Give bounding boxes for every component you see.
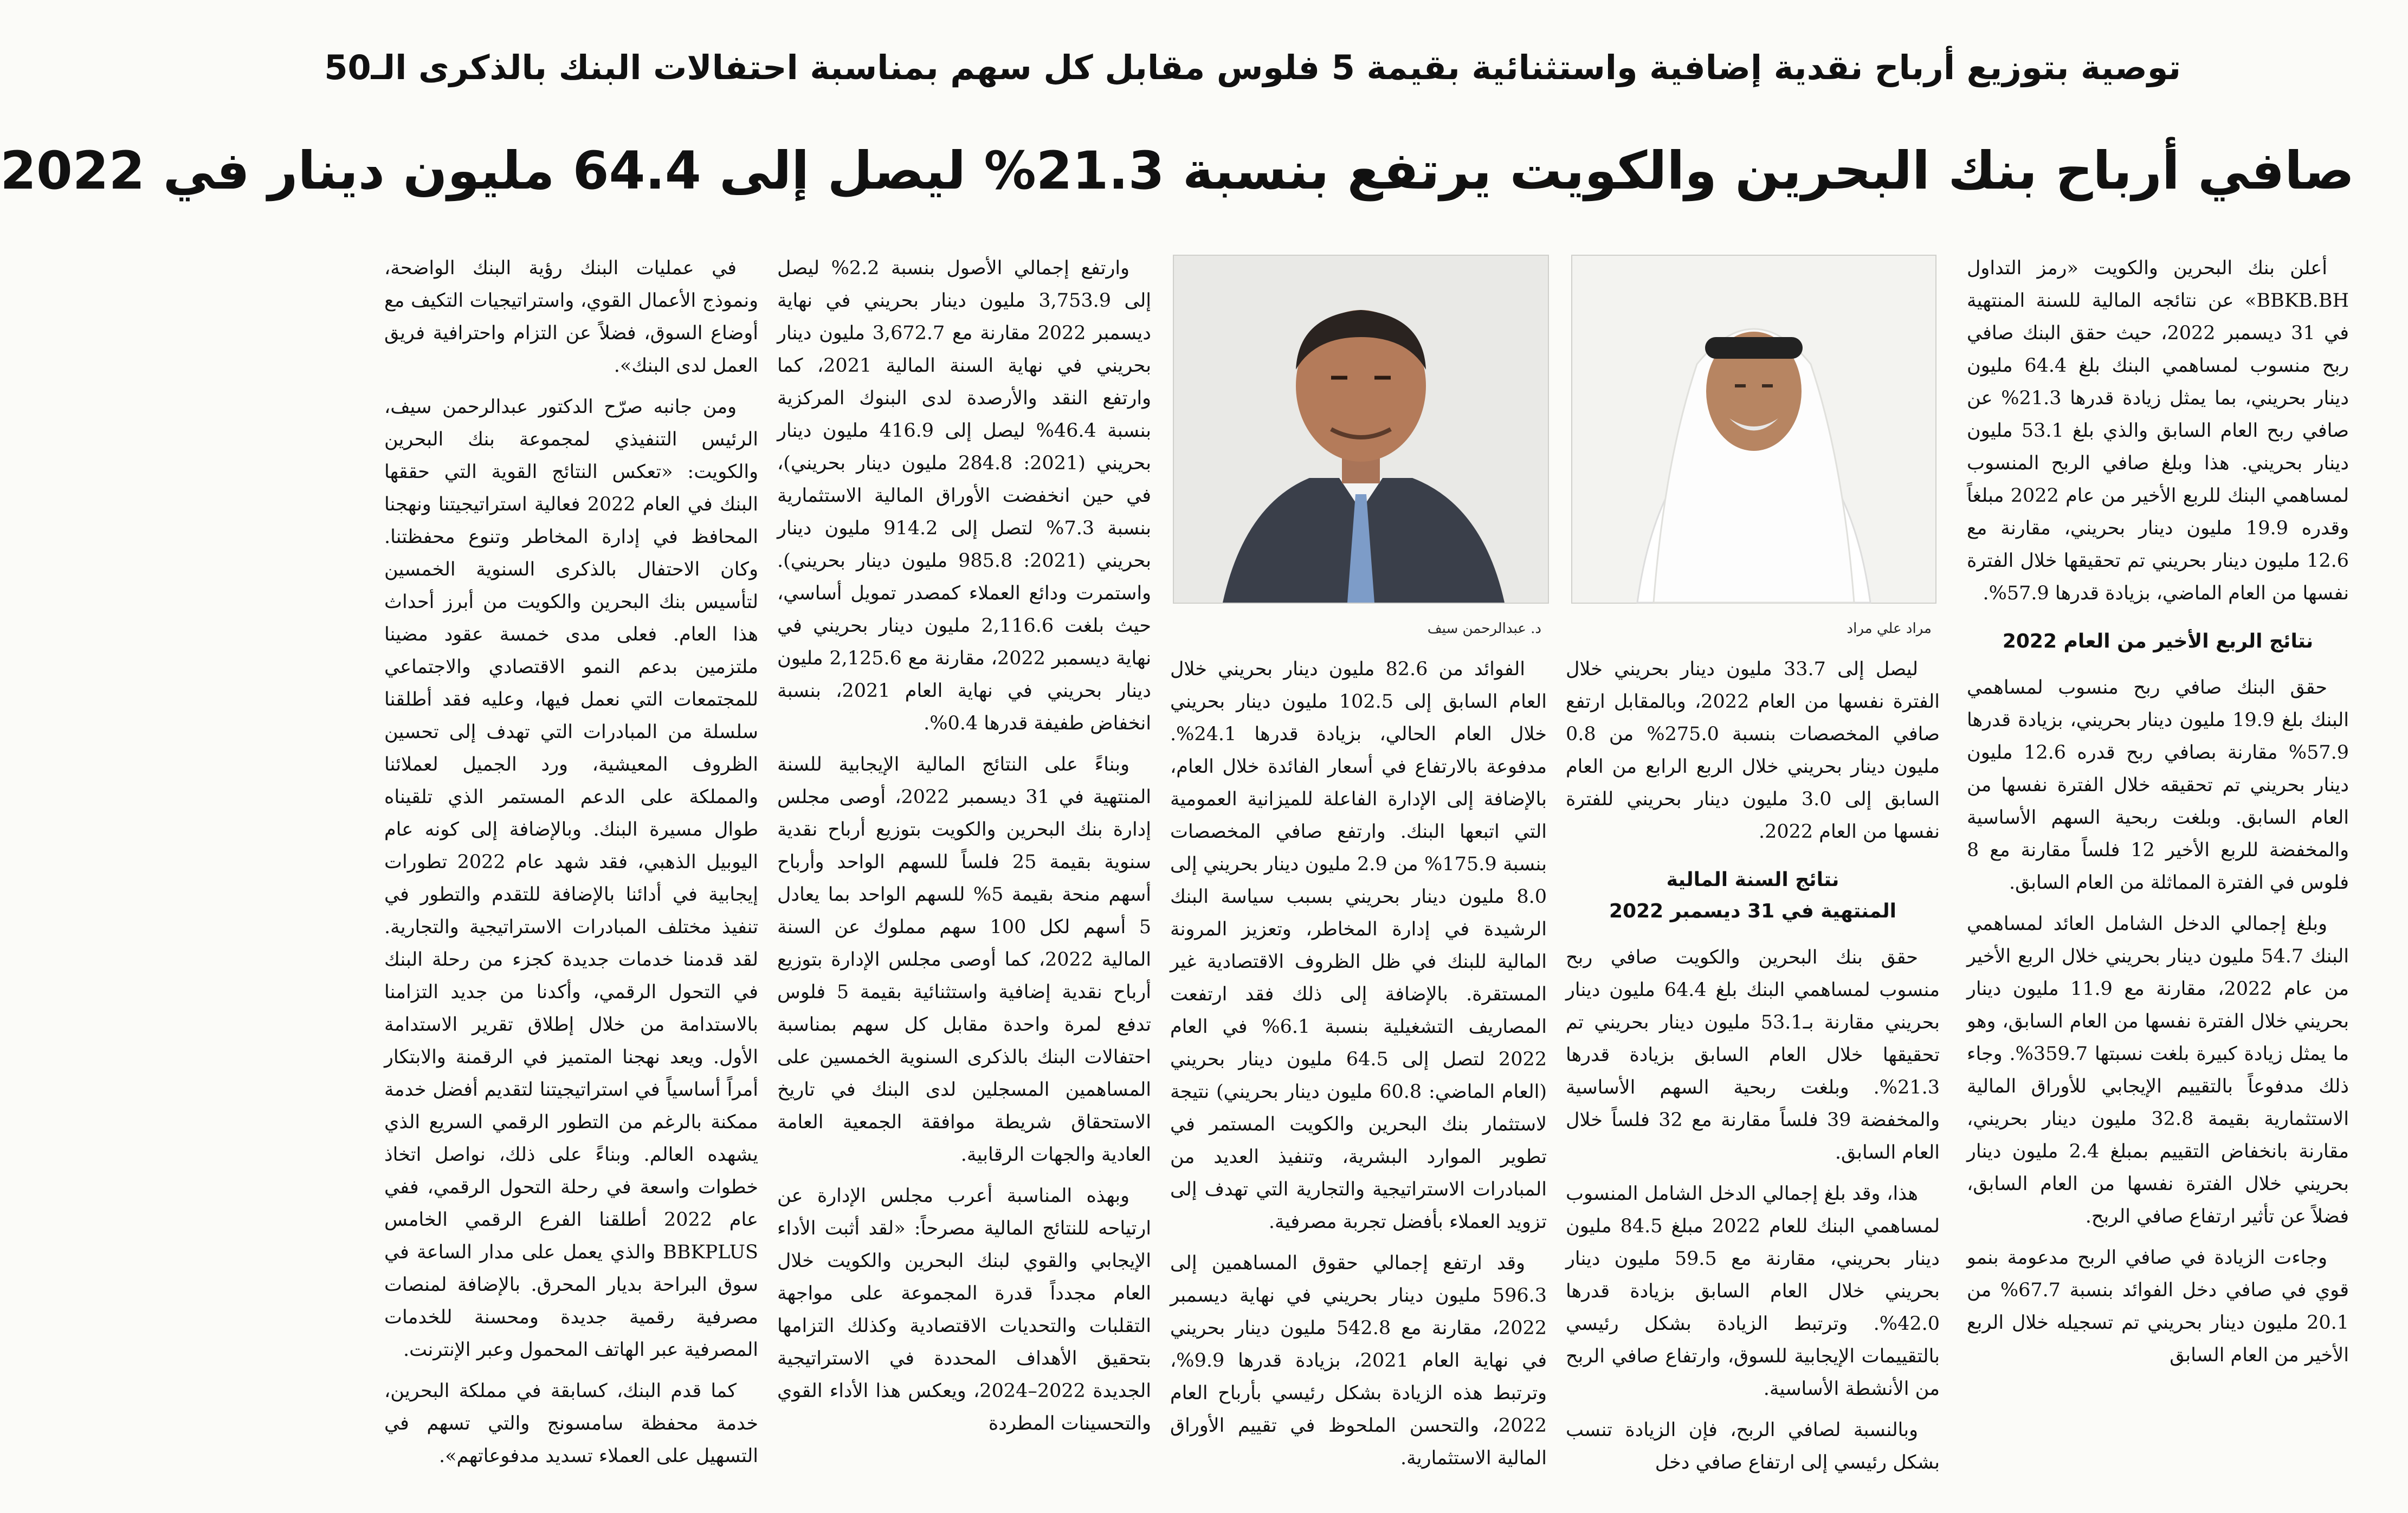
column-2-paragraph-3: هذا، وقد بلغ إجمالي الدخل الشامل المنسوب لمساهمي البنك للعام 2022 مبلغ 84.5 مليون دينار بحريني، مقارنة مع 59.5 مليون دينار بحريني خلال العام السابق بزيادة قدرها 42.0%. وترتبط الزيادة بشكل رئيسي بالتقييمات الإيجابية للسوق، وارتفاع صافي الربح من الأنشطة الأساسية. (1566, 1183, 1940, 1400)
photo-murad-caption: مراد علي مراد (1847, 620, 1932, 637)
article-column-5 (384, 252, 758, 1498)
column-1-subheading: نتائج الربع الأخير من العام 2022 (2002, 630, 2314, 652)
column-2-paragraph-1: ليصل إلى 33.7 مليون دينار بحريني خلال الفترة نفسها من العام 2022، وبالمقابل ارتفع صافي المخصصات بنسبة 275.0% من 0.8 مليون دينار بحريني خلال الربع الرابع من العام السابق إلى 3.0 مليون دينار بحريني للفترة نفسها من العام 2022. (1566, 658, 1940, 843)
column-2-subheading (1566, 864, 1940, 927)
column-4-paragraph-2: وبناءً على النتائج المالية الإيجابية للسنة المنتهية في 31 ديسمبر 2022، أوصى مجلس إدارة بنك البحرين والكويت بتوزيع أرباح نقدية سنوية بقيمة 25 فلساً للسهم الواحد وأرباح أسهم منحة بقيمة 5% للسهم الواحد بما يعادل 5 أسهم لكل 100 سهم مملوك عن السنة المالية 2022، كما أوصى مجلس الإدارة بتوزيع أرباح نقدية إضافية واستثنائية بقيمة 5 فلوس تدفع لمرة واحدة مقابل كل سهم بمناسبة احتفالات البنك بالذكرى السنوية الخمسين على المساهمين المسجلين لدى البنك في تاريخ الاستحقاق شريطة موافقة الجمعية العامة العادية والجهات الرقابية. (777, 754, 1151, 1166)
column-1-paragraph-4: وجاءت الزيادة في صافي الربح مدعومة بنمو قوي في صافي دخل الفوائد بنسبة 67.7% من 20.1 مليون دينار بحريني تم تسجيله خلال الربع الأخير من العام السابق (1967, 1247, 2349, 1366)
column-2-subheading-line-1: نتائج السنة المالية (1666, 869, 1839, 891)
column-2-paragraph-2: حقق بنك البحرين والكويت صافي ربح منسوب لمساهمي البنك بلغ 64.4 مليون دينار بحريني مقارنة بـ53.1 مليون دينار بحريني تم تحقيقها خلال العام السابق بزيادة قدرها 21.3%. وبلغت ربحية السهم الأساسية والمخفضة 39 فلساً مقارنة مع 32 فلساً خلال العام السابق. (1566, 947, 1940, 1163)
photo-murad-ali-murad (1571, 255, 1936, 604)
column-5-paragraph-3: كما قدم البنك، كسابقة في مملكة البحرين، خدمة محفظة سامسونج والتي تسهم في التسهيل على العملاء تسديد مدفوعاتهم». (384, 1380, 758, 1467)
portrait-image (1174, 256, 1548, 603)
column-2-paragraph-4: وبالنسبة لصافي الربح، فإن الزيادة تنسب بشكل رئيسي إلى ارتفاع صافي دخل (1566, 1419, 1940, 1473)
column-3-paragraph-2: وقد ارتفع إجمالي حقوق المساهمين إلى 596.3 مليون دينار بحريني في نهاية ديسمبر 2022، مقارنة مع 542.8 مليون دينار بحريني في نهاية العام 2021، بزيادة قدرها 9.9%، وترتبط هذه الزيادة بشكل رئيسي بأرباح العام 2022، والتحسن الملحوظ في تقييم الأوراق المالية الاستثمارية. (1170, 1252, 1547, 1469)
photo-abdulrahman-saif (1173, 255, 1549, 604)
column-1-paragraph-3: وبلغ إجمالي الدخل الشامل العائد لمساهمي البنك 54.7 مليون دينار بحريني خلال الربع الأخير من عام 2022، مقارنة مع 11.9 مليون دينار بحريني خلال الفترة نفسها من العام السابق، وهو ما يمثل زيادة كبيرة بلغت نسبتها 359.7%. وجاء ذلك مدفوعاً بالتقييم الإيجابي للأوراق المالية الاستثمارية بقيمة 32.8 مليون دينار بحريني، مقارنة بانخفاض التقييم بمبلغ 2.4 مليون دينار بحريني خلال الفترة نفسها من العام السابق، فضلاً عن تأثير ارتفاع صافي الربح. (1967, 913, 2349, 1227)
column-5-paragraph-2: ومن جانبه صرّح الدكتور عبدالرحمن سيف، الرئيس التنفيذي لمجموعة بنك البحرين والكويت: «تعكس النتائج القوية التي حققها البنك في العام 2022 فعالية استراتيجيتنا ونهجنا المحافظ في إدارة المخاطر وتنوع محفظتنا. وكان الاحتفال بالذكرى السنوية الخمسين لتأسيس بنك البحرين والكويت من أبرز أحداث هذا العام. فعلى مدى خمسة عقود مضينا ملتزمين بدعم النمو الاقتصادي والاجتماعي للمجتمعات التي نعمل فيها، وعليه فقد أطلقنا سلسلة من المبادرات التي تهدف إلى تحسين الظروف المعيشية، ورد الجميل لعملائنا والمملكة على الدعم المستمر الذي تلقيناه طوال مسيرة البنك. وبالإضافة إلى كونه عام اليوبيل الذهبي، فقد شهد عام 2022 تطورات إيجابية في أدائنا بالإضافة للتقدم والتطور في تنفيذ مختلف المبادرات الاستراتيجية والتجارية. لقد قدمنا خدمات جديدة كجزء من رحلة البنك في التحول الرقمي، وأكدنا من جديد التزامنا بالاستدامة من خلال إطلاق تقرير الاستدامة الأول. ويعد نهجنا المتميز في الرقمنة والابتكار أمراً أساسياً في استراتيجيتنا لتقديم أفضل خدمة ممكنة بالرغم من التطور الرقمي السريع الذي يشهده العالم. وبناءً على ذلك، نواصل اتخاذ خطوات واسعة في رحلة التحول الرقمي، ففي عام 2022 أطلقنا الفرع الرقمي الخامس BBKPLUS والذي يعمل على مدار الساعة في سوق البراحة بديار المحرق. بالإضافة لمنصات مصرفية رقمية جديدة ومحسنة للخدمات المصرفية عبر الهاتف المحمول وعبر الإنترنت. (384, 396, 759, 1361)
kicker-headline: توصية بتوزيع أرباح نقدية إضافية واستثنائية بقيمة 5 فلوس مقابل كل سهم بمناسبة احتفالات البنك بالذكرى الـ50 (324, 48, 2181, 87)
column-1-paragraph-1: أعلن بنك البحرين والكويت «رمز التداول BBKB.BH» عن نتائجه المالية للسنة المنتهية في 31 ديسمبر 2022، حيث حقق البنك صافي ربح منسوب لمساهمي البنك بلغ 64.4 مليون دينار بحريني، بما يمثل زيادة قدرها 21.3% عن صافي ربح العام السابق والذي بلغ 53.1 مليون دينار بحريني. هذا وبلغ صافي الربح المنسوب لمساهمي البنك للربع الأخير من عام 2022 مبلغاً وقدره 19.9 مليون دينار بحريني، مقارنة مع 12.6 مليون دينار بحريني تم تحقيقها خلال الفترة نفسها من العام الماضي، بزيادة قدرها 57.9%. (1967, 257, 2349, 604)
main-headline: صافي أرباح بنك البحرين والكويت يرتفع بنسبة 21.3% ليصل إلى 64.4 مليون دينار في 2022 (0, 140, 2354, 201)
article-column-2 (1566, 653, 1940, 1498)
column-3-paragraph-1: الفوائد من 82.6 مليون دينار بحريني خلال العام السابق إلى 102.5 مليون دينار بحريني خلال العام الحالي، بزيادة قدرها 24.1%. مدفوعة بالارتفاع في أسعار الفائدة خلال العام، بالإضافة إلى الإدارة الفاعلة للميزانية العمومية التي اتبعها البنك. وارتفع صافي المخصصات بنسبة 175.9% من 2.9 مليون دينار بحريني إلى 8.0 مليون دينار بحريني بسبب سياسة البنك الرشيدة في إدارة المخاطر، وتعزيز المرونة المالية للبنك في ظل الظروف الاقتصادية غير المستقرة. بالإضافة إلى ذلك فقد ارتفعت المصاريف التشغيلية بنسبة 6.1% في العام 2022 لتصل إلى 64.5 مليون دينار بحريني (العام الماضي: 60.8 مليون دينار بحريني) نتيجة لاستثمار بنك البحرين والكويت المستمر في تطوير الموارد البشرية، وتنفيذ العديد من المبادرات الاستراتيجية والتجارية التي تهدف إلى تزويد العملاء بأفضل تجربة مصرفية. (1170, 658, 1547, 1233)
column-4-paragraph-3: وبهذه المناسبة أعرب مجلس الإدارة عن ارتياحه للنتائج المالية مصرحاً: «لقد أثبت الأداء الإيجابي والقوي لبنك البحرين والكويت خلال العام مجدداً قدرة المجموعة على مواجهة التقلبات والتحديات الاقتصادية وكذلك التزامها بتحقيق الأهداف المحددة في الاستراتيجية الجديدة 2022–2024، ويعكس هذا الأداء القوي والتحسينات المطردة (777, 1185, 1151, 1434)
column-4-paragraph-1: وارتفع إجمالي الأصول بنسبة 2.2% ليصل إلى 3,753.9 مليون دينار بحريني في نهاية ديسمبر 2022 مقارنة مع 3,672.7 مليون دينار بحريني في نهاية السنة المالية 2021، كما وارتفع النقد والأرصدة لدى البنوك المركزية بنسبة 46.4% ليصل إلى 416.9 مليون دينار بحريني (2021: 284.8 مليون دينار بحريني)، في حين انخفضت الأوراق المالية الاستثمارية بنسبة 7.3% لتصل إلى 914.2 مليون دينار بحريني (2021: 985.8 مليون دينار بحريني). واستمرت ودائع العملاء كمصدر تمويل أساسي، حيث بلغت 2,116.6 مليون دينار بحريني في نهاية ديسمبر 2022، مقارنة مع 2,125.6 مليون دينار بحريني في نهاية العام 2021، بنسبة انخفاض طفيفة قدرها 0.4%. (777, 257, 1152, 734)
article-column-3 (1170, 653, 1547, 1498)
portrait-image (1572, 256, 1935, 603)
article-column-4 (777, 252, 1151, 1498)
column-5-paragraph-1: في عمليات البنك رؤية البنك الواضحة، ونموذج الأعمال القوي، واستراتيجيات التكيف مع أوضاع السوق، فضلاً عن التزام واحترافية فريق العمل لدى البنك». (384, 257, 758, 377)
column-2-subheading-line-2: المنتهية في 31 ديسمبر 2022 (1609, 900, 1896, 922)
photo-saif-caption: د. عبدالرحمن سيف (1427, 620, 1541, 637)
column-1-paragraph-2: حقق البنك صافي ربح منسوب لمساهمي البنك بلغ 19.9 مليون دينار بحريني، بزيادة قدرها 57.9% مقارنة بصافي ربح قدره 12.6 مليون دينار بحريني تم تحقيقه خلال الفترة نفسها من العام السابق. وبلغت ربحية السهم الأساسية والمخفضة للربع الأخير 12 فلساً مقارنة مع 8 فلوس في الفترة المماثلة من العام السابق. (1967, 677, 2349, 894)
article-column-1 (1967, 252, 2349, 1498)
